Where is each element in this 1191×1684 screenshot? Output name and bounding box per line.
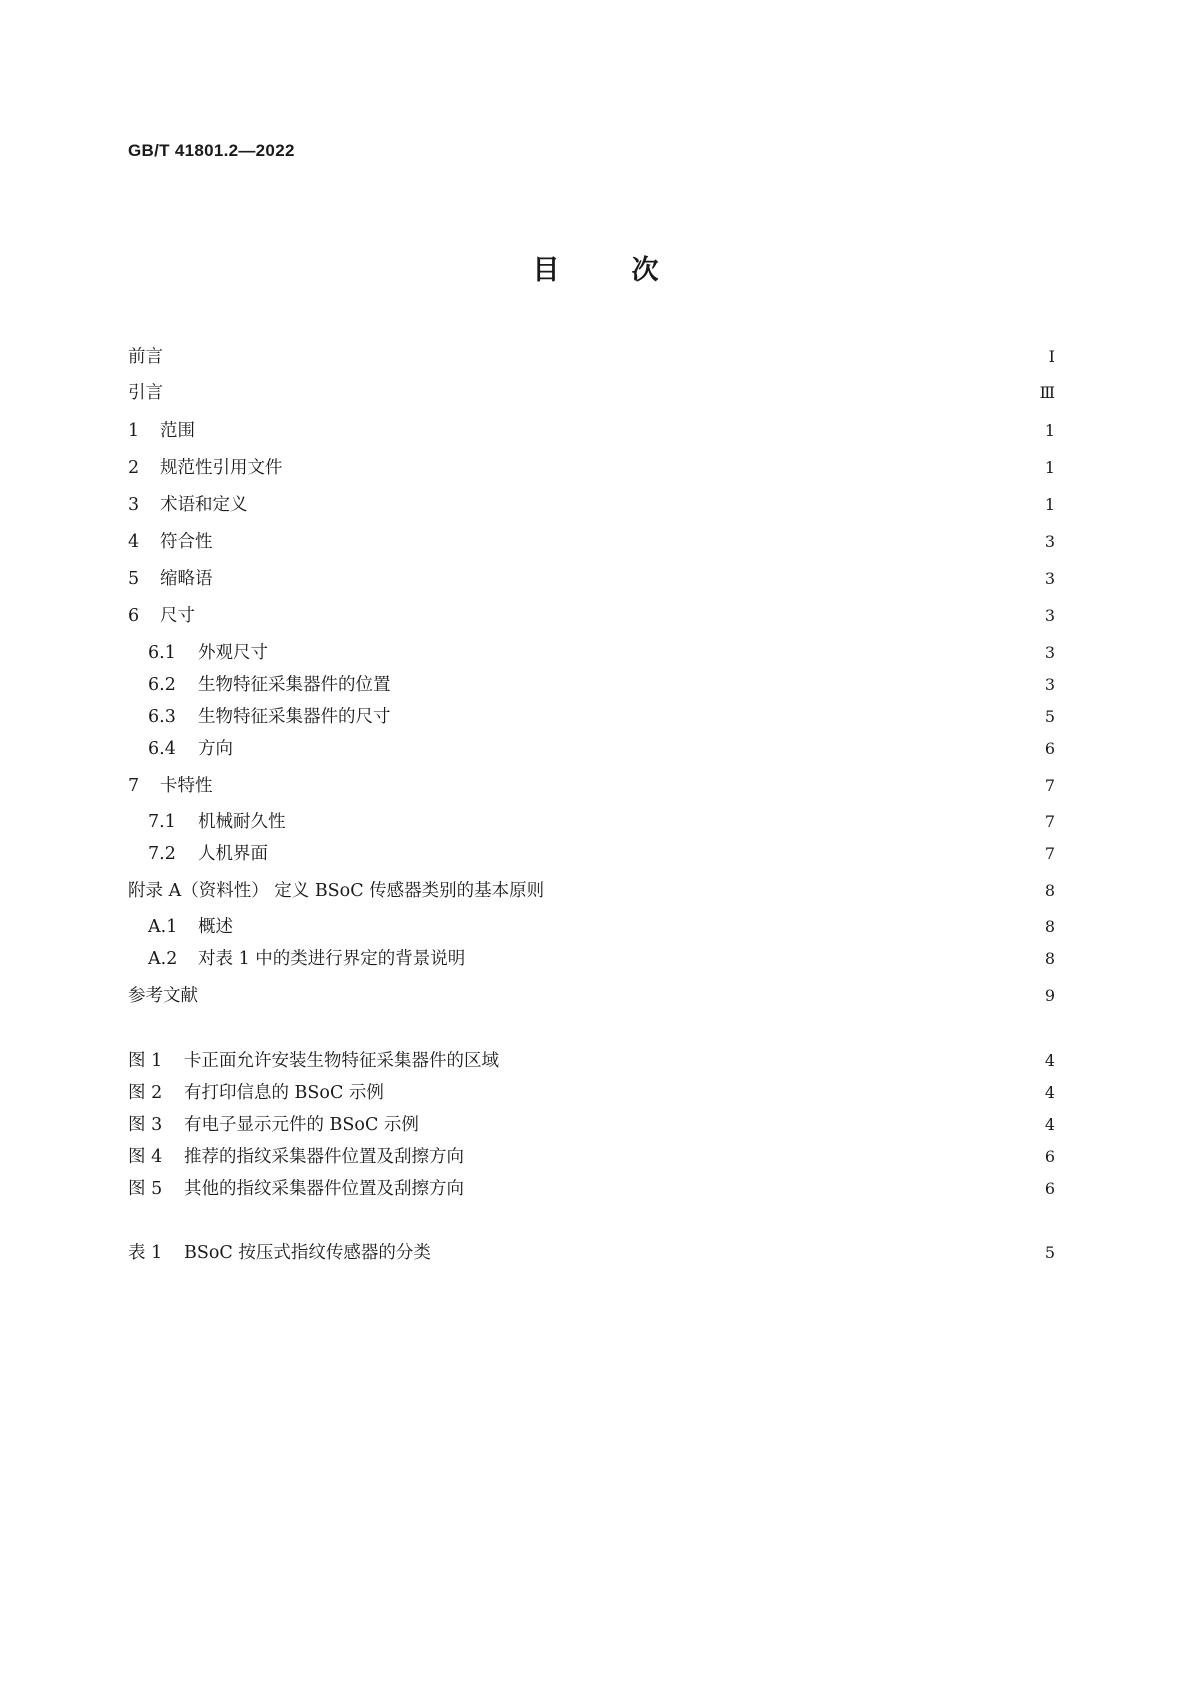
toc-entry-number: 7.2	[148, 844, 176, 864]
figure-entry-page: 6	[1044, 1147, 1055, 1166]
toc-entry-page: 7	[1044, 844, 1055, 863]
toc-entry-7-2[interactable]	[128, 842, 1055, 866]
dot-leader	[397, 705, 1038, 729]
toc-entry-bibliography[interactable]	[128, 984, 1055, 1008]
dot-leader	[219, 530, 1038, 554]
toc-entry-title: 概述	[198, 917, 233, 937]
toc-entry-page: 3	[1044, 606, 1055, 625]
toc-entry-title: 生物特征采集器件的尺寸	[198, 707, 391, 727]
toc-entry-page: 8	[1044, 949, 1055, 968]
dot-leader	[289, 456, 1038, 480]
toc-entry-2[interactable]	[128, 456, 1055, 480]
dot-leader	[470, 1145, 1037, 1169]
figure-entry-page: 6	[1044, 1179, 1055, 1198]
toc-entry-title: 外观尺寸	[198, 643, 268, 663]
toc-entry-page: 7	[1044, 812, 1055, 831]
toc-entry-number: 2	[128, 458, 140, 478]
toc-entry-7[interactable]	[128, 774, 1055, 798]
toc-entry-a-2[interactable]	[128, 947, 1055, 971]
figure-entry-4[interactable]	[128, 1145, 1055, 1169]
figure-entry-page: 4	[1044, 1051, 1055, 1070]
toc-entry-number: 6.3	[148, 707, 176, 727]
toc-entry-page: 3	[1044, 643, 1055, 662]
toc-entry-number: 1	[128, 421, 140, 441]
toc-entry-introduction[interactable]	[128, 381, 1055, 405]
table-entry-number: 表 1	[128, 1243, 163, 1263]
dot-leader	[219, 567, 1038, 591]
dot-leader	[219, 774, 1038, 798]
toc-entry-6-1[interactable]	[128, 641, 1055, 665]
dot-leader	[169, 381, 1034, 405]
table-entry-1[interactable]	[128, 1241, 1055, 1265]
dot-leader	[201, 604, 1037, 628]
toc-entry-page: 7	[1044, 776, 1055, 795]
figure-entry-5[interactable]	[128, 1177, 1055, 1201]
toc-entry-5[interactable]	[128, 567, 1055, 591]
page-title-char-1: 目	[532, 255, 560, 286]
dot-leader	[201, 419, 1037, 443]
figure-entry-1[interactable]	[128, 1049, 1055, 1073]
toc-entry-number: 6.2	[148, 675, 176, 695]
figure-entry-number: 图 2	[128, 1083, 163, 1103]
toc-entry-title: 对表 1 中的类进行界定的背景说明	[198, 949, 466, 969]
toc-entry-a-1[interactable]	[128, 915, 1055, 939]
figure-entry-number: 图 3	[128, 1115, 163, 1135]
toc-entry-page: 1	[1044, 458, 1055, 477]
toc-entry-number: 3	[128, 495, 140, 515]
dot-leader	[425, 1113, 1037, 1137]
toc-entry-title: 范围	[160, 421, 195, 441]
dot-leader	[239, 915, 1037, 939]
dot-leader	[254, 493, 1038, 517]
toc-entry-number: 6.4	[148, 739, 176, 759]
dot-leader	[292, 810, 1038, 834]
figure-entry-number: 图 5	[128, 1179, 163, 1199]
toc-entry-title: 符合性	[160, 532, 213, 552]
toc-entry-1[interactable]	[128, 419, 1055, 443]
dot-leader	[274, 842, 1037, 866]
toc-entry-title: 规范性引用文件	[160, 458, 283, 478]
toc-entry-title: 前言	[128, 347, 163, 367]
table-entry-title: BSoC 按压式指纹传感器的分类	[184, 1243, 431, 1263]
toc-entry-3[interactable]	[128, 493, 1055, 517]
toc-entry-6[interactable]	[128, 604, 1055, 628]
toc-entry-number: 7	[128, 776, 140, 796]
toc-entry-title: 缩略语	[160, 569, 213, 589]
dot-leader	[169, 345, 1037, 369]
toc-entry-title: 引言	[128, 383, 163, 403]
toc-entry-title: 生物特征采集器件的位置	[198, 675, 391, 695]
dot-leader	[550, 879, 1037, 903]
figure-entry-title: 推荐的指纹采集器件位置及刮擦方向	[184, 1147, 464, 1167]
figure-entry-page: 4	[1044, 1115, 1055, 1134]
figure-entry-number: 图 4	[128, 1147, 163, 1167]
dot-leader	[397, 673, 1038, 697]
dot-leader	[390, 1081, 1037, 1105]
toc-entry-6-4[interactable]	[128, 737, 1055, 761]
toc-entry-page: 8	[1044, 917, 1055, 936]
figure-entry-page: 4	[1044, 1083, 1055, 1102]
toc-entry-7-1[interactable]	[128, 810, 1055, 834]
page-title-char-2: 次	[631, 255, 659, 286]
toc-entry-number: 7.1	[148, 812, 176, 832]
toc-entry-6-2[interactable]	[128, 673, 1055, 697]
dot-leader	[198, 984, 1037, 1008]
toc-entry-title: 卡特性	[160, 776, 213, 796]
toc-entry-page: 3	[1044, 675, 1055, 694]
figure-entry-title: 卡正面允许安装生物特征采集器件的区域	[184, 1051, 499, 1071]
figure-entry-3[interactable]	[128, 1113, 1055, 1137]
page-title	[0, 248, 1191, 287]
dot-leader	[471, 947, 1037, 971]
toc-entry-title: 机械耐久性	[198, 812, 286, 832]
toc-entry-title: 附录 A（资料性） 定义 BSoC 传感器类别的基本原则	[128, 881, 545, 901]
toc-entry-page: 3	[1044, 532, 1055, 551]
toc-entry-page: 5	[1044, 707, 1055, 726]
toc-entry-page: Ⅰ	[1048, 347, 1055, 366]
dot-leader	[505, 1049, 1037, 1073]
dot-leader	[437, 1241, 1037, 1265]
dot-leader	[239, 737, 1037, 761]
standard-number: GB/T 41801.2—2022	[128, 141, 295, 160]
toc-entry-page: 3	[1044, 569, 1055, 588]
toc-entry-title: 参考文献	[128, 986, 198, 1006]
toc-entry-page: 6	[1044, 739, 1055, 758]
figure-entry-title: 有电子显示元件的 BSoC 示例	[184, 1115, 419, 1135]
figure-entry-title: 有打印信息的 BSoC 示例	[184, 1083, 384, 1103]
toc-entry-number: 6	[128, 606, 140, 626]
dot-leader	[274, 641, 1037, 665]
toc-entry-number: 6.1	[148, 643, 176, 663]
toc-entry-page: 9	[1044, 986, 1055, 1005]
figure-entry-title: 其他的指纹采集器件位置及刮擦方向	[184, 1179, 464, 1199]
toc-entry-preface[interactable]	[128, 345, 1055, 369]
toc-entry-title: 术语和定义	[160, 495, 248, 515]
toc-entry-title: 人机界面	[198, 844, 268, 864]
toc-entry-number: 4	[128, 532, 140, 552]
dot-leader	[470, 1177, 1037, 1201]
toc-entry-title: 方向	[198, 739, 233, 759]
figure-entry-number: 图 1	[128, 1051, 163, 1071]
toc-entry-annex-a[interactable]	[128, 879, 1055, 903]
toc-entry-page: 1	[1044, 421, 1055, 440]
toc-entry-number: A.2	[148, 949, 178, 969]
toc-entry-4[interactable]	[128, 530, 1055, 554]
toc-entry-page: 8	[1044, 881, 1055, 900]
toc-entry-title: 尺寸	[160, 606, 195, 626]
toc-entry-number: 5	[128, 569, 140, 589]
toc-entry-page: Ⅲ	[1039, 383, 1055, 402]
toc-entry-page: 1	[1044, 495, 1055, 514]
toc-entry-6-3[interactable]	[128, 705, 1055, 729]
toc-entry-number: A.1	[148, 917, 178, 937]
table-entry-page: 5	[1044, 1243, 1055, 1262]
figure-entry-2[interactable]	[128, 1081, 1055, 1105]
